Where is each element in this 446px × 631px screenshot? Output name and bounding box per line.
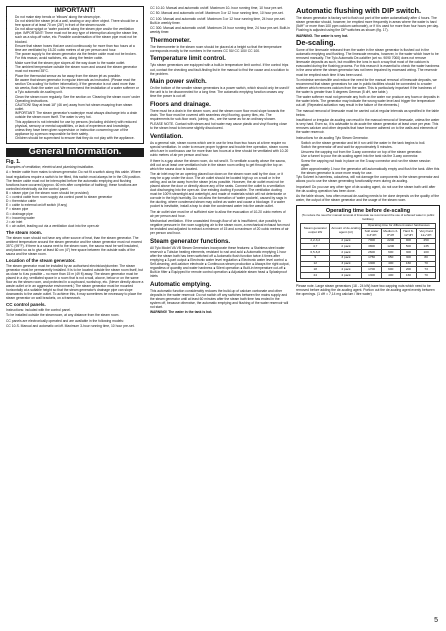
table-cell: 6,5-6,8 [301,250,330,256]
figure-part-item: E = cable to external on/off switch (if any) [6,203,68,208]
important-item: • CAUTION! Stay at least 18" (46 cm) away from hot steam escaping from steam outlet. [15,103,140,111]
flushing-heading: Automatic flushing with DIP switch. [296,6,422,15]
figure-part-item: A = feeder cable from mains to steam generator. Do not fit a switch along this cable. Where local regulations require a switch to be fitted, this switch must always be in the ON position. The feeder cable must not be interrupted before the automatic emptying and flushing functions have occurred (approx. 60 min after completion of bathing); these functions are controlled electrically via the control panel. [6,170,141,191]
table-cell: 1200 [381,244,400,250]
floors-note: PLEASE NOTE. Contact with steam and hot water may cause plastic and vinyl flooring close to the steam head to become slightly discoloured. [150,122,287,131]
page-number: 5 [434,617,438,624]
main-power-text: On the bottom of the smaller steam generators is a power switch, which should only be used if the unit is to be disconnected for a long time. The automatic emptying function ceases any time the power is cut off. [150,86,290,99]
col-header-output: Steam generator output kW [301,223,330,238]
table-cell: 400 [381,261,400,267]
descaling-step: • Switch the generator off and wait for approximately 5 minutes. [301,145,440,149]
auto-emptying-text: This automatic function considerably reduces the build-up of calcium carbonate and other deposits in the water reservoir. Do not switch off any switches between the mains supply and the steam generator until at least 60 minutes after the steam bath time has ended in the system off, because otherwise, the automatic emptying and flushing of the water reservoir will not start. [150,288,289,310]
figure-part-item: G = drainage pipe [6,211,33,216]
descaling-text-3: The water softener must not generate any froth on the water nor produce any foam or deposits in the water inlets. The generator may indicate the wrong water level and trigger the temperature cut-off. (Repeated activation may result in the failure of the elements.) [296,95,440,108]
descaling-heading: De-scaling. [296,38,336,48]
table-cell: 3 pack [330,261,362,267]
table-cell: 160 [400,261,416,267]
descaling-text-7: Tylo Solvent is harmless, odourless, will not damage the components in the steam generator and allows you to use the steam generating functionality even during de-scaling. [296,175,440,184]
figure-parts-list [6,170,144,228]
table-cell: 1700 [362,267,381,273]
descaling-text-9: As the table shows, how often manual de-scaling needs to be done depends on the quality of the water, the output of the steam generator and the usage of the steam room. [296,194,440,203]
descaling-instructions-title: Instructions for de-scaling Tylo Steam Generator. [296,135,369,140]
important-item: • Make sure that the steam pipe slopes all the way down to the waste outlet. [15,61,140,65]
operating-time-table [300,223,436,279]
figure-part-item: D = thermistor cable [6,199,37,204]
important-item: • The ambient temperature outside the steam room and around the steam generator must not exceed 35°C. [15,65,140,73]
table-cell: 2200 [381,238,400,244]
important-item: • IMPORTANT! The steam generator's waterpipe must always discharge into a drain outside the steam room itself. The water is very hot. [15,111,140,119]
floors-text: There must be a drain in the steam room, and the steam room floor must slope towards the drain. The floor must be covered with seamless vinyl flooring, quarry tiles, etc. The requirements for sub-floor work, joining, etc., are the same as for an ordinary shower. [150,108,285,122]
cc-model-item: CC 50. Manual and automatic on/off. Maximum 3 or 12 hour running time, 10 hour pre-set. [150,11,284,16]
important-item: • Do not allow spigot or 'water pockets' along the steam pipe and/or the ventilation pipe. IMPORTANT! There must not be any type of interruption along the steam line, such as a stop-off valve, etc. Possible condensation of the steam pipe must not be blocked. [15,27,140,43]
descaling-text-8: Important! Do you use any other type of de-scaling agent, do not use the steam bath until after the de-scaling operation has been done. [296,184,436,193]
figure-part-item: B = steam pipe (on the steam room should be provided) [6,190,89,195]
ventilation-text-4: The air outlet size must be of sufficient size to allow the evacuation of 10-20 cubic metres of air per person and hour. [150,209,286,218]
important-title: IMPORTANT! [54,7,96,14]
table-cell: 650 [381,255,400,261]
table-row [301,273,436,279]
table-cell: 24 [301,273,330,279]
table-cell: 500 [400,244,416,250]
descaling-step: • Unscrew the capping nut from the 3-way connector on top of the steam generator. [301,150,440,154]
table-cell: 200 [400,267,416,273]
cc-models-list [150,6,290,34]
flushing-warning: WARNING. The water is very hot. [296,33,349,38]
figure-title: Fig. 1. [6,159,21,166]
auto-emptying-warning: WARNING! The water in the tank is hot. [150,310,213,315]
ventilation-text-3: The air inlet may be an opening placed low down on the steam room wall by the door, or it may be a gap under the door. The air outlet should be located high up on a wall or in the ceiling, and as far away from the steam jet as possible. However, the air outlet must not be placed above the door or directly above any of the seats. Connect the outlet to a ventilation duct discharging into the open air. Use existing ducting if possible. The ventilation ducting must be 100% steamtight and watertight, and made of materials which will not deteriorate or corrode in the high humidity. Do not allow the formation of 'water pockets', caused by sags in the ducting, where condensed steam may collect as water and cause a blockage. If a water pocket is inevitable, install a trap to drain the condensed water into the waste outlet. [150,171,287,209]
table-cell: 600 [381,250,400,256]
table-cell: 300 [400,255,416,261]
col-header-very-hard: Very hard 12+°dH [417,229,436,238]
cc-panels-heading: CC control panels. [6,302,46,308]
floors-heading: Floors and drainage. [150,100,211,108]
important-item: • Do not shield the steam jet at a wall, seating or any other object. There should be a free space of at least 70 cm (28") in front of the steam nozzle. [15,19,140,27]
ventilation-heading: Ventilation. [150,133,184,141]
col-header-medium: Medium 3-8°dH [381,229,400,238]
table-cell: 1300 [362,273,381,279]
steam-room-heading: The steam room. [6,229,43,235]
ventilation-text-1: As a general rule, steam rooms which are in use for less than two hours at a time require no special ventilation. In order to ensure proper hygiene and trouble free operation, steam rooms which are in continuous use for more than two hours at a time should be ventilated with 10-20 cubic metres of air per person and hour. [150,141,289,158]
table-cell: 1750 [362,255,381,261]
important-item: • The power supply to the steam generator via the feeder cable must not be broken. For this reason, avoid switches, etc. along the feeder cable. [15,52,140,60]
descaling-step: • Switch on the steam generator and let it run until the water in the tank begins to boil. [301,141,440,145]
table-cell: 160 [400,273,416,279]
table-cell: 70 [417,261,436,267]
figure-part-item: F = steam pipe [6,207,29,212]
table-cell: 600 [381,267,400,273]
functions-heading: Steam generator functions. [150,237,231,245]
table-cell: 2 pack [330,238,362,244]
figure-part-item: J = air inlet [6,219,23,224]
after-table-note: Please note. Large steam generators (18 - 24 kW) have two capping nuts which need to be removed before adding the de-scaling agent. Portion out the de-scaling agent evenly between the openings. (1 dH = 7,14 mg calcium / litre water) [296,283,435,296]
table-cell: 9 [301,255,330,261]
important-item: • Clean the steam room regularly. See the section on 'Cleaning the steam room' under Operating instructions. [15,95,140,103]
manual-page [6,6,440,625]
col-header-soft: Soft water 0-3°dH [362,229,381,238]
flushing-text: The steam generator is factory set to flush out part of the water automatically after 4 hours. The steam generator should, however, be emptied more frequently in areas where the water is hard (5dH° or more than 100 ppm calcium carbonate), or if it is used for more than four hours per day. Flushing is adjusted using the DIP switches as shown (fig. 17). [296,16,439,33]
important-list [10,15,140,141]
table-cell: 2600 [362,250,381,256]
table-cell: 250 [417,238,436,244]
thermometer-heading: Thermometer. [150,36,191,44]
cc-panels-text-2: To be installed outside the steamroom, at any distance from the steam room. [6,313,120,318]
functions-text: All Tylo Model VA VB Steam Generators incorporate these features: ● Stainless steel water reservoir ● Tubular heating elements, resistant to rust and acid ● Automatic emptying 1 hour after the steam bath has been switched off ● Automatic flush function twice 4 times after emptying ● 3-part output ● Electronic water level regulation ● Electronic water level control ● Self-cleaning, anti-calcium electrode ● Continuous steam production ● Always the right output, regardless of quantity and water hardness ● Silent operation ● Built-in temperature cut-off ● Built-in filter ● Equipped for remote control operation ● Adjustable steam head ● Splashproof inlets [150,245,290,279]
table-cell: 300 [400,250,416,256]
ventilation-text-2: If there is a gap above the steam room, do not seal it. To ventilate a cavity above the sauna, drill out an at least one ventilation hole in the steam room ceiling to get through the top on which the sauna door is located. [150,158,286,171]
table-cell: 4,7 [301,244,330,250]
important-box [6,6,144,144]
main-power-heading: Main power switch. [150,78,207,86]
cc-model-item: CC 100. Manual and automatic on/off. Maximum 3 or 12 hour running time, 24 hour pre-set. Built-in weekly timer. [150,16,286,25]
table-cell: 4 pack [330,267,362,273]
important-item: • Be aware that steam generator in regular intervals as instructed. (Please read the section 'De-scaling' for further information). If the generator is not used more than six weeks, flush the water out. We recommend the installation of a water softener or a Tylo automatic de-scaling unit. [15,78,140,94]
cc-panels-text-1: Instructions: included with the control panel. [6,308,71,313]
figure-caption: Examples of ventilation, electrical and plumbing installation. [6,165,95,170]
table-cell: 73 [417,267,436,273]
table-cell: 4 pack [330,273,362,279]
col-header-agent: Amount of de-scaling agent (ml) [330,223,362,238]
important-item: • Ensure that steam hoses that are used continuously for more than two hours at a time are ventilated by 15-20 cubic metres of air per person and hour. [15,44,140,52]
cc-model-item: CC 10-10. Manual and automatic on/off. Maximum 10- hour running time, 10 hour pre-set. [150,6,283,10]
descaling-step: • Use a funnel to pour the de-scaling agent into the tank via the 3-way connector. [301,154,440,158]
table-cell: 12 [301,261,330,267]
table-cell: 100 [417,250,436,256]
important-item: • This appliance is not intended for use by persons (including children) with reduced physical, sensory or mental capabilities, or lack of experience and knowledge, unless they have been given supervision or instruction concerning use of the appliance by a person responsible for their safety. [15,120,140,136]
figure-part-item: C = control cable from room supply via control panel to steam generator [6,194,113,199]
table-cell: 2 pack [330,250,362,256]
auto-emptying-heading: Automatic emptying. [150,280,212,288]
table-cell: 3 pack [330,255,362,261]
cc-model-item: CC 300. Manual and automatic on/off. Maximum 24 hour running time, 24 hour pre-set. Built-in weekly timer. [150,26,290,35]
descaling-step: • After approximately 1 hour the generator will automatically empty and flush the tank. After this the steam generator is once more ready for use. [301,167,440,175]
cc-panels-text-3: CC panels are electronically operated and are available in the following models: [6,318,124,323]
table-cell: 3800 [362,244,381,250]
descaling-text-2: To minimise services/life and reduce the need for the manual removal of limescale deposits, we recommend that steam generators for use in public facilities should be connected to a water softener which removes calcium from the water. This is particularly important if the hardness of the water is greater than 5 degrees German (5 dH, see table.) [296,77,437,94]
table-cell: 135 [417,244,436,250]
temperature-limit-text: Tylo steam generators are equipped with a built-in temperature limit control. If the control trips out, contact the checking and fault-finding list in the manual to find the cause and a solution to the problem. [150,63,289,76]
cc-panels-text-4: CC 10-S. Manual and automatic on/off. Maximum 3-hour running time, 10 hour pre-set. [6,324,135,329]
table-cell: 400 [381,273,400,279]
col-header-hard: Hard 8-12°dH [400,229,416,238]
table-cell: 7000 [362,238,381,244]
figure-part-item: K = air outlet, leading out via a ventilation duct into the open air [6,223,100,228]
table-cell: 70 [417,273,436,279]
descaling-steps [296,141,440,175]
column-left [6,6,144,616]
column-right [296,6,440,616]
important-item: • Place the thermostat sensor as far away from the steam jet as possible. [15,74,140,78]
descaling-text-5: Insufficient or irregular de-scaling can result in the manual removal of limescale, unless the water is very hard. Even so, it is advisable to de-scale the steam generator at least once per year. This removes calcium and other deposits that have become adhered on to the walls and elements of the water reservoir. [296,118,440,135]
descaling-text-4: The manual removal of limescale must be carried out at regular intervals as specified in the table below. [296,108,439,117]
thermometer-text: The thermometer in the steam room should be placed at a height so that the temperature corresponds mostly to the numbers in the names CC 50/ CC 100/ CC 100. [150,44,282,53]
location-heading: Location of the steam generator. [6,258,76,264]
location-text: The steam generator must be installed by an authorised electrician/plumber. The steam generator must be permanently installed. It is to be located outside the steam room itself, but as close to it as possible – no more than 15 m (49 ft) away. The steam generator must be placed in a dry, ventilated space in a room that is not a wall, alcove, below or on the same floor as the steam room, and protected in a cupboard, workshop, etc. (Never directly above a waste outlet or in an aggressive environment.) The steam generator must be mounted horizontally at a suitable height so that the steam generator's drainage pipe can slope downwards to the waste outlet. To achieve this, it may sometimes be necessary to place the steam generator on wall brackets, on a framework. [6,263,144,301]
table-cell: 2 pack [330,244,362,250]
operating-time-box [296,205,440,281]
table-cell: 18 [301,267,330,273]
descaling-step: • Screw the capping nut back in place on the 3-way connector and run the steam session again. [301,159,440,167]
operating-time-title: Operating time before de-scaling [325,208,411,215]
important-item: • Do not make step bends or 'elbows' along the steam pipe. [15,15,140,19]
temperature-limit-heading: Temperature limit control. [150,55,226,63]
steam-room-text: The steam room should not have any other source of heat, than the steam generator. The ambient temperature around the steam generator and the steam generator must not exceed 35°C (95°F). If there is a sauna next to the steam room, the sauna must be well insulated, and placed so as to give at least 60 cm (4") free space between the outside walls of the sauna and the steam room. [6,235,142,256]
operating-time-note: (To reduce the need for manual removal of limescale we recommend the use of softened water in public facilities) [301,213,435,221]
column-middle [150,6,290,616]
table-cell: 900 [400,238,416,244]
figure-part-item: H = incoming water [6,215,35,220]
table-cell: 1300 [362,261,381,267]
general-information-bar: General Information. [6,148,144,157]
important-item: • Children should be supervised to ensure that they do not play with the appliance. [15,136,140,140]
table-cell: 2,2-3,2 [301,238,330,244]
descaling-text-1: Some of the limescale released from the water in the steam generator is flushed out in the automatic emptying and flushing. The limescale remains, however, in the water which have to be removed manually. The Tylo Automatic De-calcifier (art no. 9090 7000) does not remove limescale deposits as such, but modifies the ions in such a way that most of the calcium is evacuated during the flushing process. For this reason it is essential to check the water hardness in the area where the steam generator has not been impaired by excessed wiring. The reservoir must be emptied each time it has been used. [296,48,440,77]
ventilation-text-5: Mechanical ventilation. If the unassisted through-flow of air is insufficient, due possibly to negative pressure in the room supplying air to the steam room, a mechanical exhaust fan must be installed and adjusted to extract a minimum of 15 and a maximum of 20 cubic metres of air per person and hour. [150,219,290,236]
col-header-group: Operating time for different water hardnesses [362,223,436,229]
table-cell: 80 [417,255,436,261]
